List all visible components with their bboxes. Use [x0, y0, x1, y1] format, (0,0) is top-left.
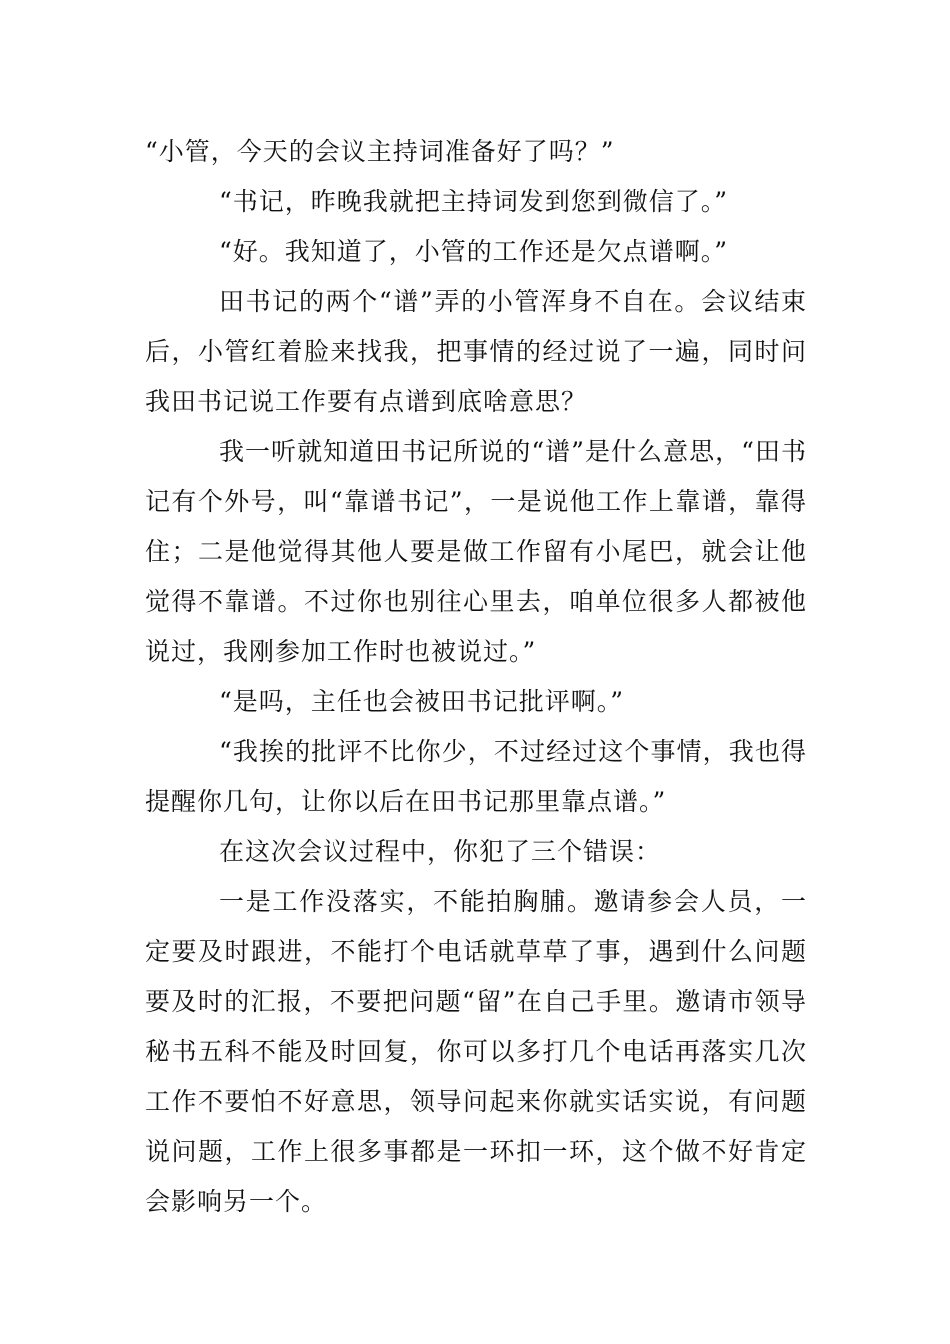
document-page — [145, 127, 807, 1227]
paragraph: “书记，昨晚我就把主持词发到您到微信了。” — [219, 187, 729, 216]
paragraph: 在这次会议过程中，你犯了三个错误： — [219, 837, 662, 866]
paragraph: 一是工作没落实，不能拍胸脯。邀请参会人员，一定要及时跟进，不能打个电话就草草了事，遇到什么问题要及时的汇报，不要把问题“留”在自己手里。邀请市领导秘书五科不能及时回复，你可以多打几个电话再落实几次工作不要怕不好意思，领导问起来你就实话实说，有问题说问题，工作上很多事都是一环扣一环，这个做不好肯定会影响另一个。 — [145, 887, 807, 1216]
paragraph: 田书记的两个“谱”弄的小管浑身不自在。会议结束后，小管红着脸来找我，把事情的经过说了一遍，同时问我田书记说工作要有点谱到底啥意思？ — [145, 287, 807, 416]
paragraph: 我一听就知道田书记所说的“谱”是什么意思，“田书记有个外号，叫“靠谱书记”，一是说他工作上靠谱，靠得住；二是他觉得其他人要是做工作留有小尾巴，就会让他觉得不靠谱。不过你也别往心里去，咱单位很多人都被他说过，我刚参加工作时也被说过。” — [145, 437, 807, 666]
paragraph: “小管，今天的会议主持词准备好了吗？” — [145, 137, 615, 166]
paragraph: “好。我知道了，小管的工作还是欠点谱啊。” — [219, 237, 729, 266]
paragraph: “我挨的批评不比你少，不过经过这个事情，我也得提醒你几句，让你以后在田书记那里靠点谱。” — [145, 737, 807, 816]
paragraph: “是吗，主任也会被田书记批评啊。” — [219, 687, 625, 716]
